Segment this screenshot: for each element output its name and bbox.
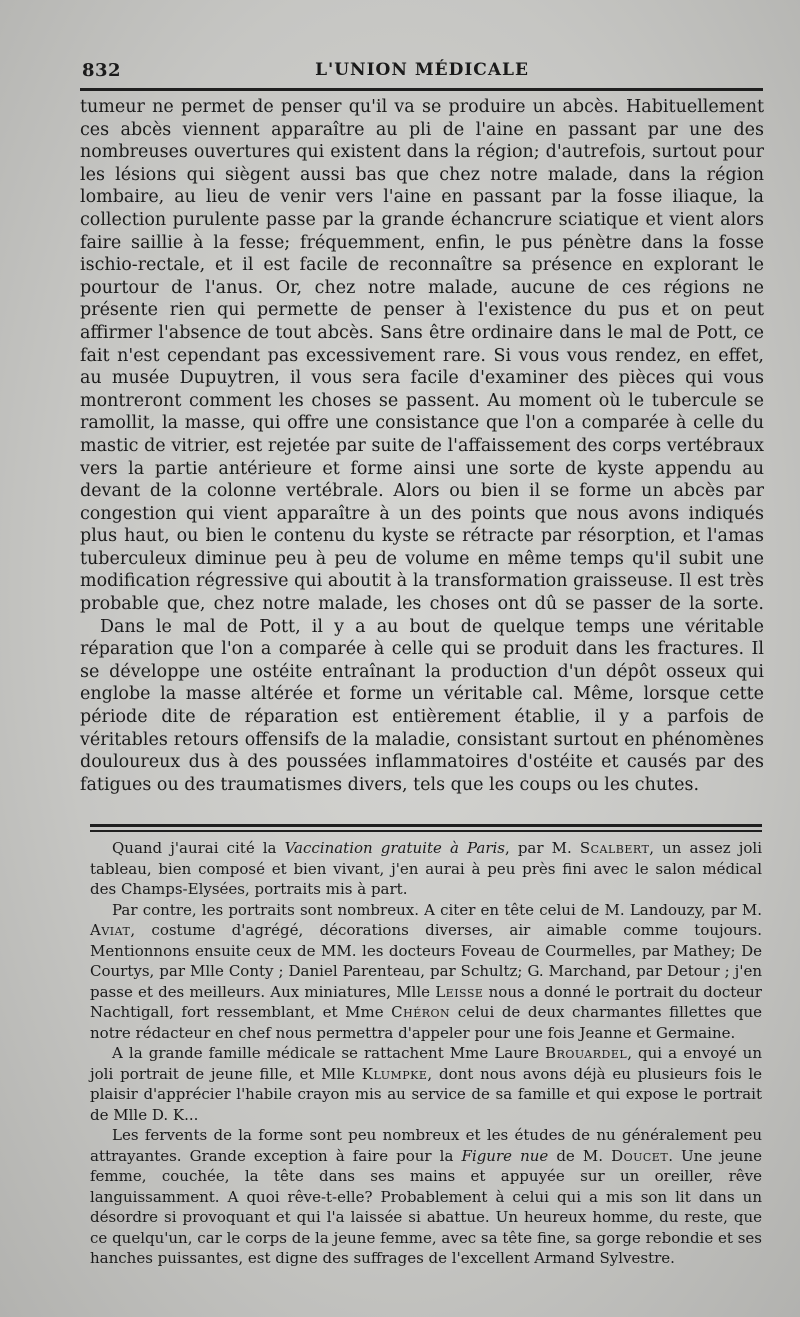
running-title: L'UNION MÉDICALE	[315, 60, 529, 80]
feuilleton-rule-thin	[90, 830, 762, 832]
text-run: de M.	[548, 1146, 612, 1165]
artist-name: Brouardel	[545, 1044, 628, 1062]
text-run: celui de deux charmantes fillettes que notre rédacteur en chef nous permettra d'appeler pour une fois Jeanne et Germaine.	[90, 1003, 762, 1042]
feuilleton-paragraph	[90, 1043, 762, 1125]
artist-name: Chéron	[391, 1003, 451, 1021]
text-run: . Une jeune femme, couchée, la tête dans ses mains et appuyée sur un oreiller, rêve languissamment. A quoi rêve-t-elle? Probablement à celui qui a mis son lit dans un désordre si provoquant et qui l'a laissée si abattue. Un heureux homme, du reste, que ce quelqu'un, car le corps de la jeune femme, avec sa tête fine, sa gorge rebondie et ses hanches puissantes, est digne des suffrages de l'excellent Armand Sylvestre.	[90, 1146, 762, 1267]
artist-name: Klumpke	[361, 1064, 428, 1083]
text-run: , dont nous avons déjà eu plusieurs fois le plaisir d'apprécier l'habile crayon mis au service de sa famille et qui expose le portrait de Mlle D. K...	[90, 1064, 763, 1124]
artwork-title: Figure nue	[461, 1146, 549, 1165]
text-run: Quand j'aurai cité la	[112, 839, 285, 857]
artist-name: Doucet	[611, 1146, 669, 1165]
page-header	[82, 58, 762, 84]
text-run: Les fervents de la forme sont peu nombreux et les études de nu généralement peu attrayantes. Grande exception à faire pour la	[90, 1126, 762, 1165]
page-number: 832	[82, 60, 122, 81]
text-run: , un assez joli tableau, bien composé et bien vivant, j'en aurai à peu près fini avec le salon médical des Champs-Elysées, portraits mis à part.	[90, 839, 762, 898]
feuilleton-paragraph	[90, 1125, 762, 1269]
header-rule	[80, 88, 763, 91]
artwork-title: Vaccination gratuite à Paris	[284, 839, 505, 857]
feuilleton-section	[90, 838, 762, 1269]
artist-name: Leisse	[435, 982, 484, 1001]
text-run: Par contre, les portraits sont nombreux. A citer en tête celui de M. Landouzy, par M.	[112, 900, 762, 919]
feuilleton-paragraph	[90, 900, 762, 1044]
article-paragraph: Dans le mal de Pott, il y a au bout de quelque temps une véritable réparation que l'on a comparée à celle qui se produit dans les fractures. Il se développe une ostéite entraînant la production d'un dépôt osseux qui englobe la masse altérée et forme un véritable cal. Même, lorsque cette période dite de réparation est entièrement établie, il y a parfois de véritables retours offensifs de la maladie, consistant surtout en phénomènes douloureux dus à des poussées inflammatoires d'ostéite et causés par des fatigues ou des traumatismes divers, tels que les coups ou les chutes.	[80, 616, 764, 795]
text-run: , costume d'agrégé, décorations diverses, air aimable comme toujours. Mentionnons ensuite ceux de MM. les docteurs Foveau de Courmelles, par Mathey; De Courtys, par Mlle Conty ; Daniel Parenteau, par Schultz; G. Marchand, par Detour ; j'en passe et des meilleurs. Aux miniatures, Mlle	[90, 921, 762, 1001]
artist-name: Aviat	[90, 921, 131, 939]
article-paragraph: tumeur ne permet de penser qu'il va se produire un abcès. Habituellement ces abcès viennent apparaître au pli de l'aine en passant par une des nombreuses ouvertures qui existent dans la région; d'autrefois, surtout pour les lésions qui siègent aussi bas que chez notre malade, dans la région lombaire, au lieu de venir vers l'aine en passant par la fosse iliaque, la collection purulente passe par la grande échancrure sciatique et vient alors faire saillie à la fesse; fréquemment, enfin, le pus pénètre dans la fosse ischio-rectale, et il est facile de reconnaître sa présence en explorant le pourtour de l'anus. Or, chez notre malade, aucune de ces régions ne présente rien qui permette de penser à l'existence du pus et on peut affirmer l'absence de tout abcès. Sans être ordinaire dans le mal de Pott, ce fait n'est cependant pas excessivement rare. Si vous vous rendez, en effet, au musée Dupuytren, il vous sera facile d'examiner des pièces qui vous montreront comment les choses se passent. Au moment où le tubercule se ramollit, la masse, qui offre une consistance que l'on a comparée à celle du mastic de vitrier, est rejetée par suite de l'affaissement des corps vertébraux vers la partie antérieure et forme ainsi une sorte de kyste appendu au devant de la colonne vertébrale. Alors ou bien il se forme un abcès par congestion qui vient apparaître à un des points que nous avons indiqués plus haut, ou bien le contenu du kyste se rétracte par résorption, et l'amas tuberculeux diminue peu à peu de volume en même temps qu'il subit une modification régressive qui aboutit à la transformation graisseuse. Il est très probable que, chez notre malade, les choses ont dû se passer de la sorte.	[80, 97, 764, 615]
text-run: A la grande famille médicale se rattachent Mme Laure	[112, 1044, 546, 1062]
article-body	[80, 96, 764, 796]
feuilleton-paragraph	[90, 838, 762, 900]
artist-name: Scalbert	[579, 839, 650, 857]
text-run: nous a donné le portrait du docteur Nachtigall, fort ressemblant, et Mme	[90, 982, 762, 1021]
text-run: , par M.	[504, 839, 580, 857]
feuilleton-rule-thick	[90, 824, 762, 827]
text-run: , qui a envoyé un joli portrait de jeune fille, et Mlle	[90, 1044, 762, 1083]
